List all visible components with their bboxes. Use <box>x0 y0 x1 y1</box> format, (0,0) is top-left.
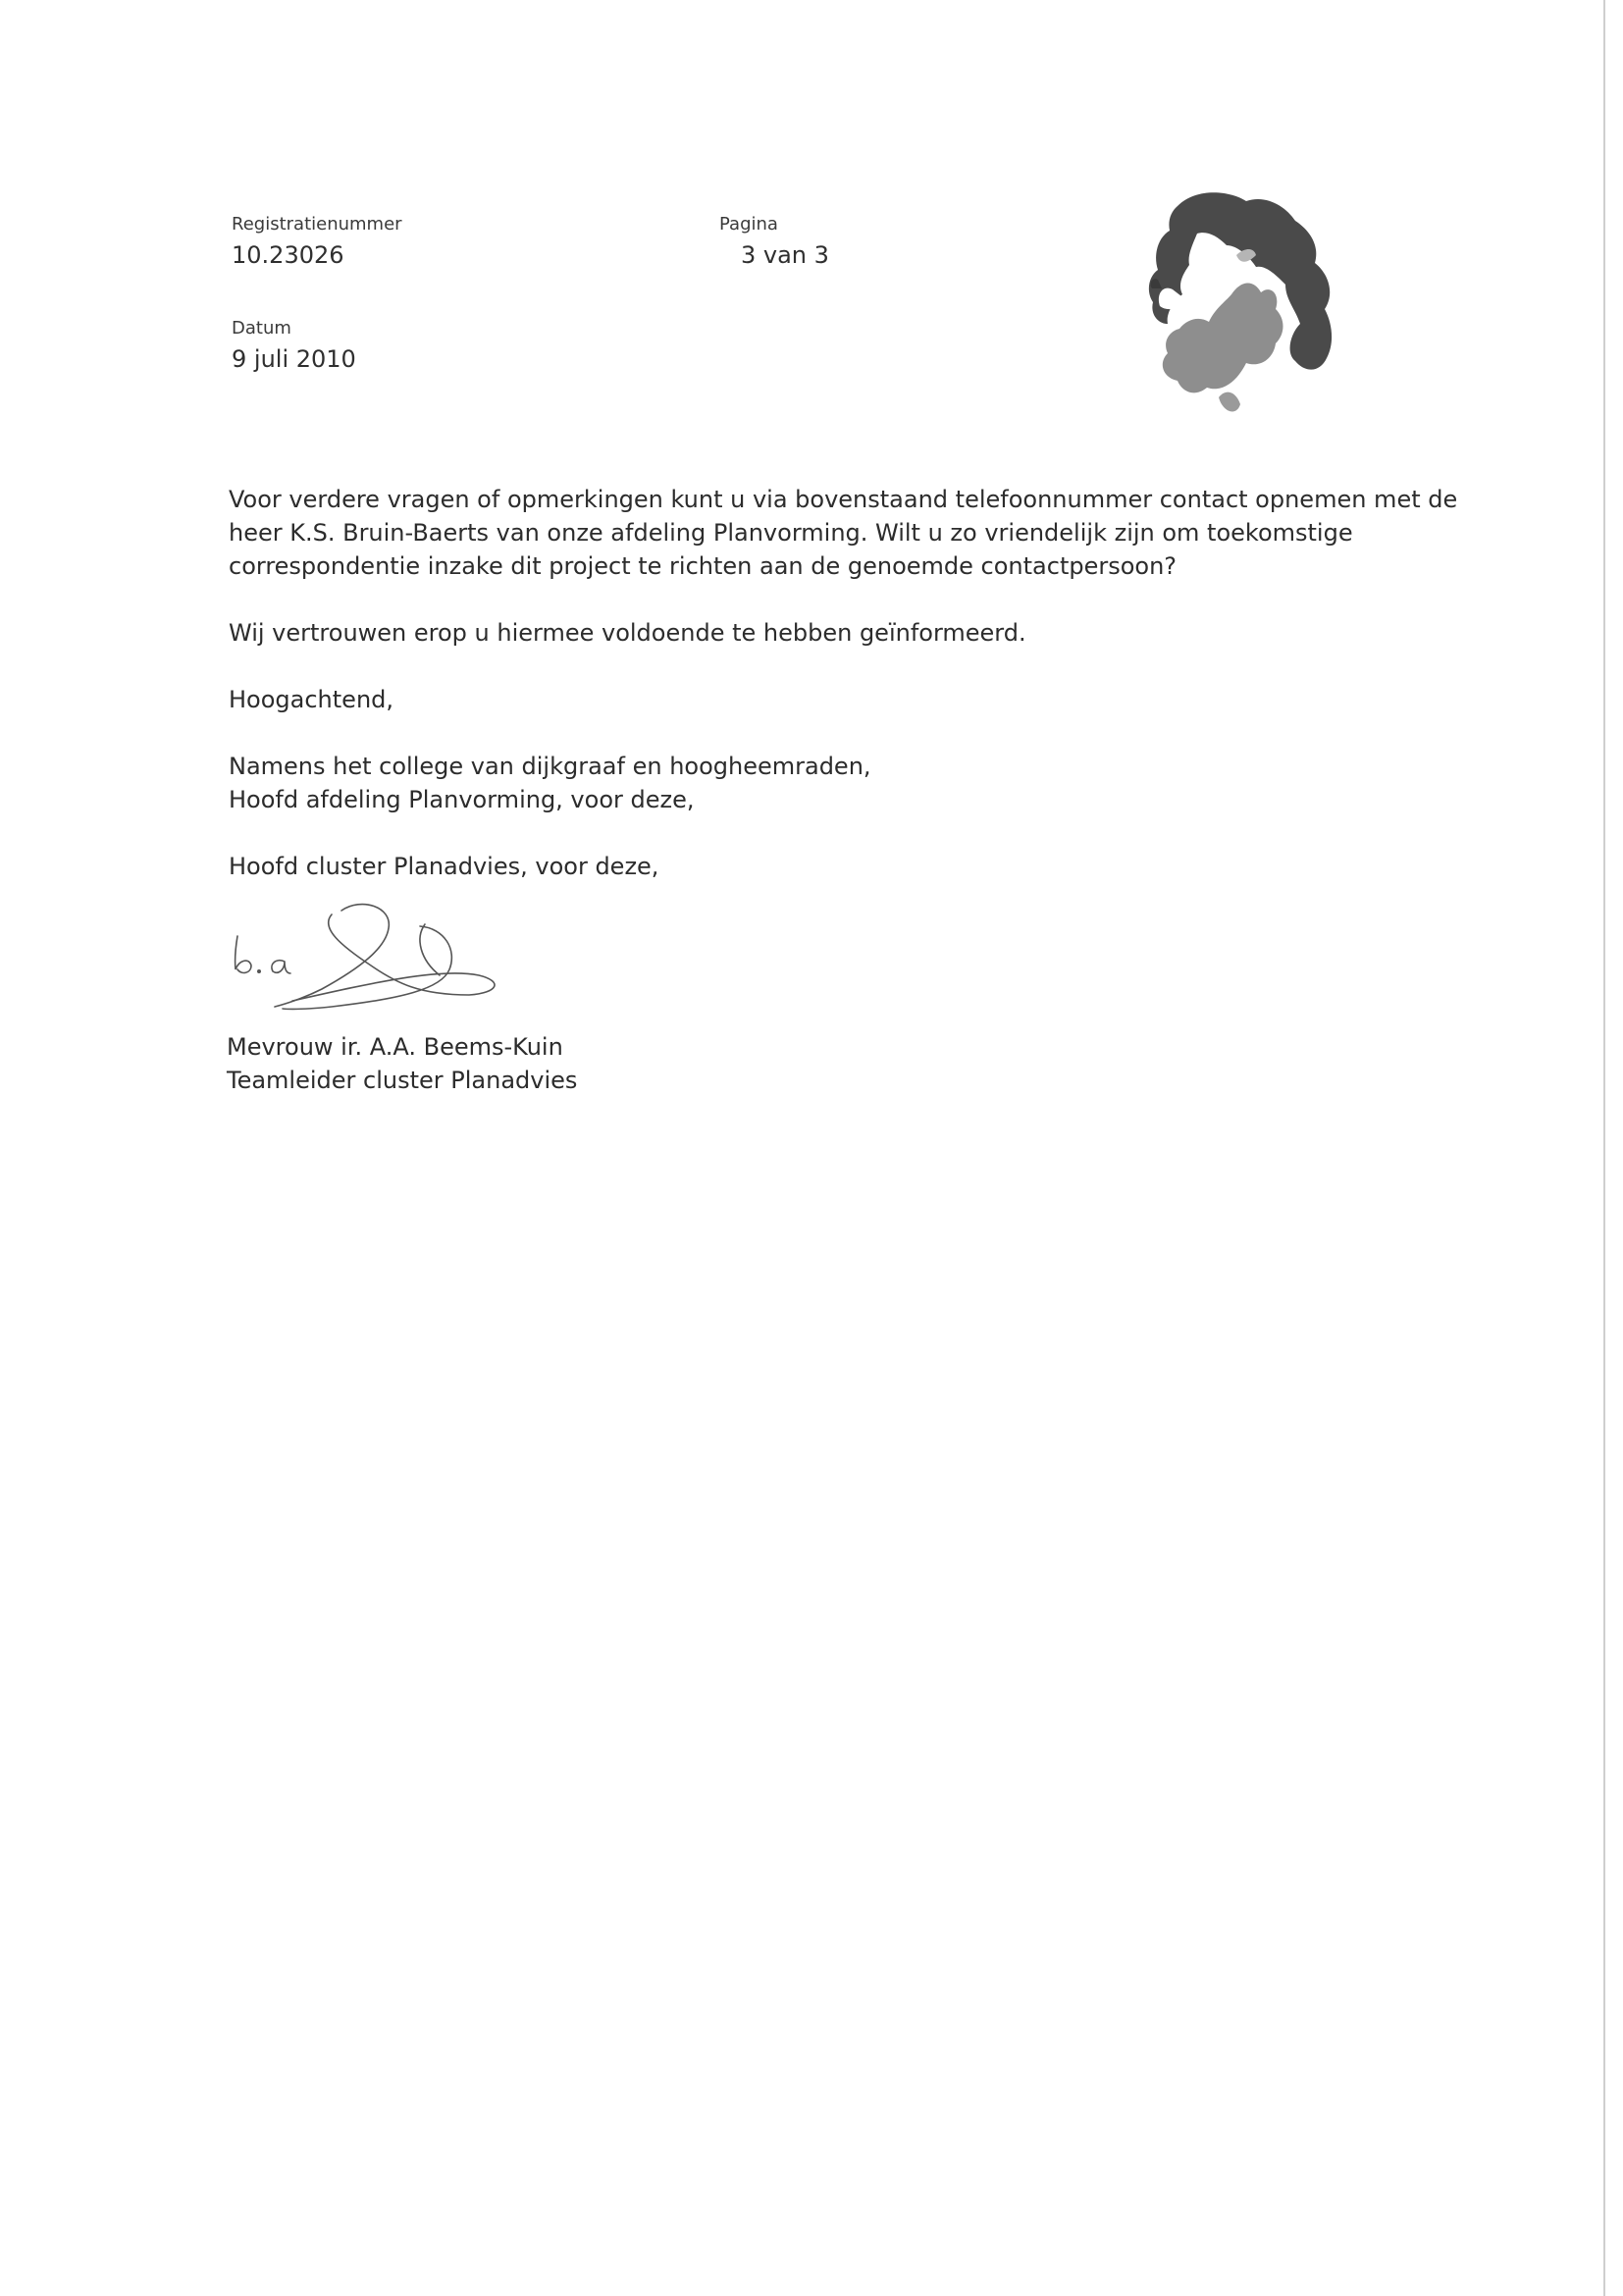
registration-number: 10.23026 <box>232 241 344 269</box>
signer-title: Teamleider cluster Planadvies <box>227 1067 578 1094</box>
date-label: Datum <box>232 318 291 339</box>
date-value: 9 juli 2010 <box>232 345 356 373</box>
body-paragraph-informed: Wij vertrouwen erop u hiermee voldoende te hebben geïnformeerd. <box>229 619 1026 647</box>
closing-salutation: Hoogachtend, <box>229 686 394 713</box>
letter-body <box>229 483 1465 883</box>
lion-head-logo-icon <box>1138 186 1344 422</box>
on-behalf-line-1: Namens het college van dijkgraaf en hoogheemraden, <box>229 753 871 780</box>
page-value: 3 van 3 <box>741 241 829 269</box>
scan-edge-line <box>1603 0 1605 2296</box>
signer-name: Mevrouw ir. A.A. Beems-Kuin <box>227 1033 563 1061</box>
handwritten-signature <box>224 899 518 1026</box>
on-behalf-line-2: Hoofd afdeling Planvorming, voor deze, <box>229 786 695 813</box>
page-label: Pagina <box>719 214 778 235</box>
registration-label: Registratienummer <box>232 214 402 235</box>
signoff <box>227 1030 577 1097</box>
cluster-head-line: Hoofd cluster Planadvies, voor deze, <box>229 853 659 880</box>
body-paragraph-contact: Voor verdere vragen of opmerkingen kunt u via bovenstaand telefoonnummer contact opnemen met de heer K.S. Bruin-Baerts van onze afdeling Planvorming. Wilt u zo vriendelijk zijn om toekomstige correspondentie inzake dit project te richten aan de genoemde contactpersoon? <box>229 486 1458 580</box>
